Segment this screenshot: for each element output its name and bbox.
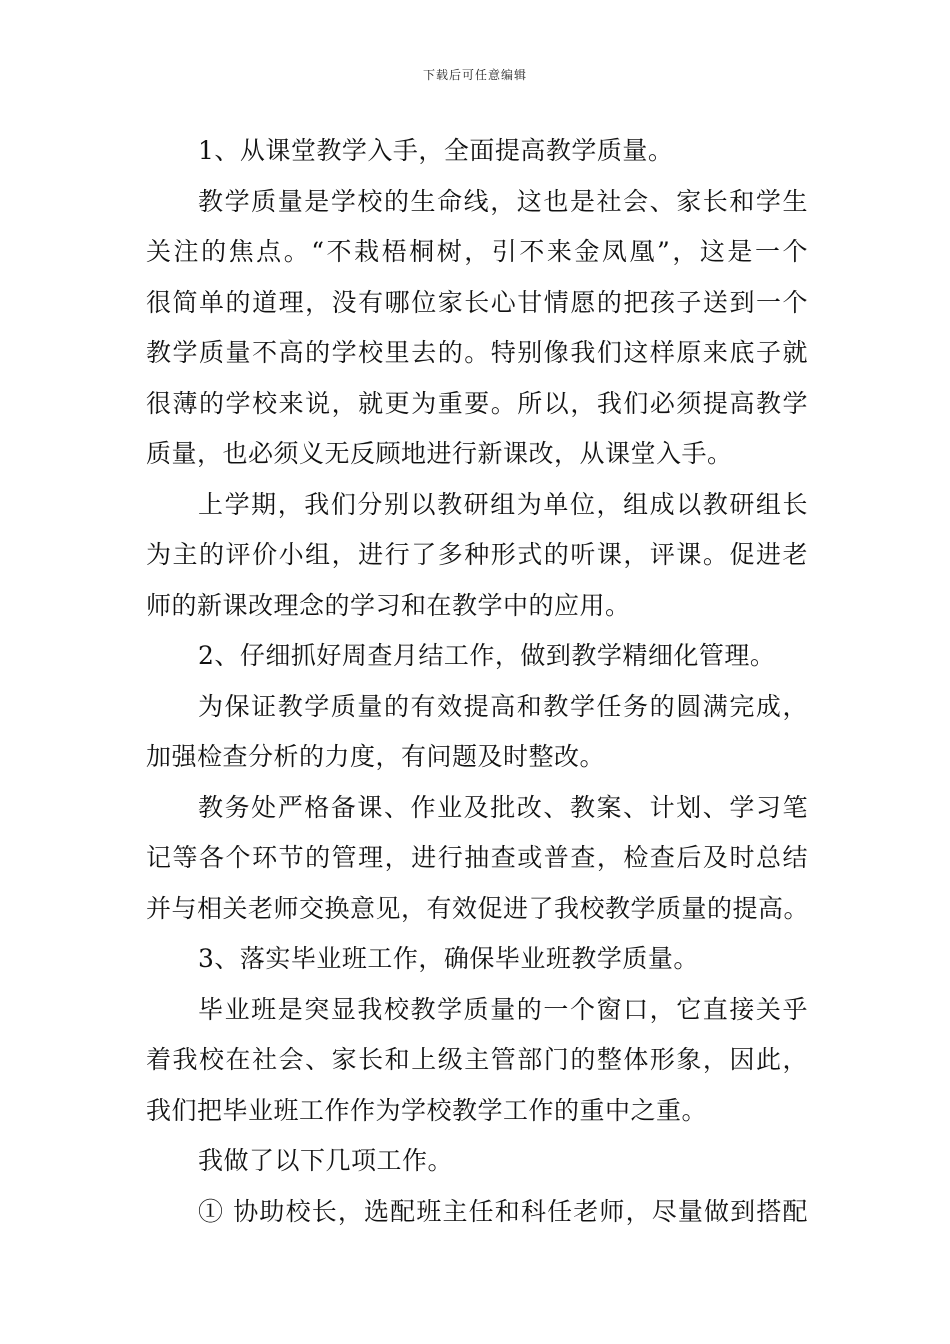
text-line: 教学质量是学校的生命线，这也是社会、家长和学生: [198, 186, 808, 216]
header-note: 下载后可任意编辑: [422, 68, 527, 82]
text-line: 3、落实毕业班工作，确保毕业班教学质量。: [198, 944, 699, 973]
text-line: ① 协助校长，选配班主任和科任老师，尽量做到搭配: [198, 1196, 808, 1226]
text-line: 为保证教学质量的有效提高和教学任务的圆满完成，: [198, 691, 808, 721]
text-line: 很简单的道理，没有哪位家长心甘情愿的把孩子送到一个: [146, 287, 808, 317]
text-line: 质量，也必须义无反顾地进行新课改，从课堂入手。: [146, 439, 733, 468]
text-line: 教学质量不高的学校里去的。特别像我们这样原来底子就: [146, 338, 808, 367]
text-line: 我做了以下几项工作。: [198, 1146, 454, 1175]
text-line: 我们把毕业班工作作为学校教学工作的重中之重。: [146, 1095, 708, 1125]
text-line: 并与相关老师交换意见，有效促进了我校教学质量的提高。: [146, 893, 810, 923]
document-body: [146, 126, 808, 1237]
text-line: 上学期，我们分别以教研组为单位，组成以教研组长: [198, 489, 808, 519]
text-line: 记等各个环节的管理，进行抽查或普查，检查后及时总结: [146, 843, 808, 872]
text-line: 毕业班是突显我校教学质量的一个窗口，它直接关乎: [198, 994, 808, 1024]
text-line: 教务处严格备课、作业及批改、教案、计划、学习笔: [198, 792, 808, 822]
text-line: 为主的评价小组，进行了多种形式的听课，评课。促进老: [146, 540, 808, 569]
text-line: 加强检查分析的力度，有问题及时整改。: [146, 742, 606, 771]
text-line: 2、仔细抓好周查月结工作，做到教学精细化管理。: [198, 641, 776, 670]
text-line: 着我校在社会、家长和上级主管部门的整体形象，因此，: [146, 1045, 808, 1074]
text-line: 师的新课改理念的学习和在教学中的应用。: [146, 590, 631, 620]
text-line: 很薄的学校来说，就更为重要。所以，我们必须提高教学: [146, 388, 808, 418]
text-line: 1、从课堂教学入手，全面提高教学质量。: [198, 136, 674, 165]
text-line: 关注的焦点。“不栽梧桐树，引不来金凤凰”，这是一个: [146, 237, 808, 266]
